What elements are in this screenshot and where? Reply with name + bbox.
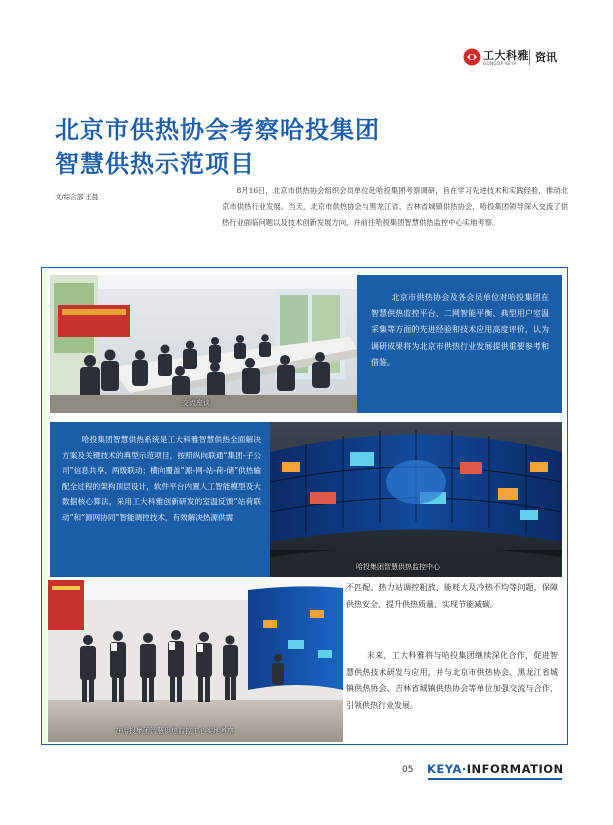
header-divider xyxy=(529,49,530,65)
photo-caption-meeting: 交流座谈 xyxy=(182,399,210,407)
footer-separator: · xyxy=(461,762,467,776)
intro-paragraph: 8月16日，北京市供热协会组织会员单位赴哈投集团考察调研，旨在学习先进技术和实践经验，推动北京市供热行业发展。当天，北京市供热协会与黑龙江省、吉林省城镇供热协会，哈投集团领导深入交流了供热行业面临问题以及技术创新发展方向，并前往哈投集团智慧供热监控中心实地考察。 xyxy=(222,186,568,227)
footer-brand xyxy=(427,762,564,776)
article-title-line1: 北京市供热协会考察哈投集团 xyxy=(55,116,380,144)
photo-meeting xyxy=(50,275,357,413)
section-label: 资讯 xyxy=(535,51,557,64)
system-text: 哈投集团智慧供热系统是工大科雅智慧供热全面解决方案及关键技术的典型示范项目，按照纵向联通“集团-子公司”信息共享、两级联动；横向覆盖“源-网-站-荷-储”供热输配全过程的架构顶层设计，软件平台内置人工智能模型及大数据核心算法，采用工大科雅创新研发的室温反馈“站荷联动”和“源网协同”智能调控技术，有效解决热源供需 xyxy=(62,435,261,522)
article-title-line2: 智慧供热示范项目 xyxy=(55,150,255,178)
photo-caption-control-center: 哈投集团智慧供热监控中心 xyxy=(356,563,440,571)
highlight-box-system xyxy=(50,422,270,577)
footer-brand-name: KEYA xyxy=(427,762,462,776)
page-number: 05 xyxy=(402,765,414,775)
highlight-box-evaluation xyxy=(357,275,562,413)
closing-paragraph: 未来，工大科雅将与哈投集团继续深化合作，促进智慧供热技术研发与应用，并与北京市供热协会、黑龙江省城镇供热协会、吉林省城镇供热协会等单位加强交流与合作，引领供热行业发展。 xyxy=(346,651,558,710)
footer-underline xyxy=(428,778,562,780)
continued-paragraph: 不匹配、热力站调控粗放、能耗大及冷热不均等问题，保障供热安全、提升供热质量、实现节能减碳。 xyxy=(346,583,558,609)
brand-subtitle: GONGDA KEYA xyxy=(483,61,517,66)
evaluation-text: 北京市供热协会及各会员单位对哈投集团在智慧供热监控平台、二网智能平衡、典型用户室温采集等方面的先进经验和技术应用高度评价，认为调研成果将为北京市供热行业发展提供重要参考和借鉴。 xyxy=(371,293,549,367)
photo-caption-inspection: 在哈投集团智慧供热监控中心实地考察 xyxy=(115,727,234,735)
keya-logo-icon xyxy=(463,48,481,66)
footer-section: INFORMATION xyxy=(466,762,564,776)
photo-inspection xyxy=(48,580,343,742)
photo-control-center xyxy=(270,422,562,577)
brand-name: 工大科雅 xyxy=(483,49,529,62)
byline: 文/综合部 王晨 xyxy=(55,193,99,201)
